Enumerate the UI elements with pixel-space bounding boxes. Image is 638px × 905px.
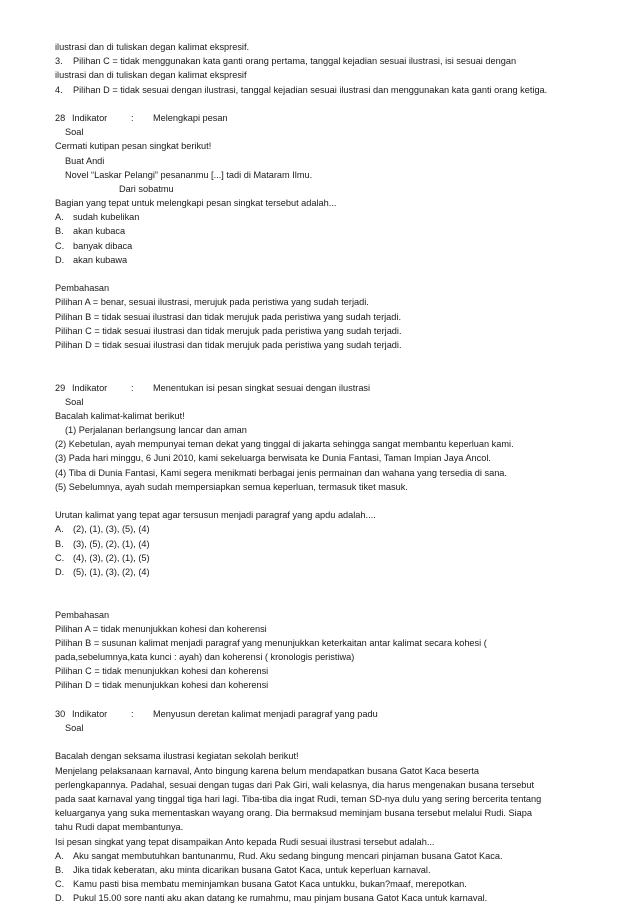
soal-label: Soal bbox=[65, 723, 84, 733]
option-text: Aku sangat membutuhkan bantunanmu, Rud. Aku sedang bingung mencari pinjaman busana Gatot Kaca. bbox=[73, 850, 503, 861]
question-28-header bbox=[55, 111, 600, 125]
option-key: C. bbox=[55, 240, 65, 251]
option-key: A. bbox=[55, 212, 64, 223]
question-number: 30 bbox=[55, 708, 66, 719]
option-text: (4), (3), (2), (1), (5) bbox=[73, 552, 150, 563]
option-text: Pukul 15.00 sore nanti aku akan datang ke rumahmu, mau pinjam busana Gatot Kaca untuk karnaval. bbox=[73, 893, 488, 904]
question-number: 29 bbox=[55, 382, 66, 393]
option-text: Jika tidak keberatan, aku minta dicarikan busana Gatot Kaca, untuk keperluan karnaval. bbox=[73, 864, 431, 875]
option-key: D. bbox=[55, 566, 65, 577]
option-a bbox=[55, 210, 600, 224]
indicator-label: Indikator bbox=[72, 382, 108, 393]
option-text: (3), (5), (2), (1), (4) bbox=[73, 538, 150, 549]
option-c bbox=[55, 551, 600, 565]
sentence-line: (5) Sebelumnya, ayah sudah mempersiapkan semua keperluan, termasuk tiket masuk. bbox=[55, 481, 408, 492]
soal-label: Soal bbox=[65, 396, 84, 407]
list-number: 4. bbox=[55, 84, 63, 95]
option-a bbox=[55, 522, 600, 536]
option-key: B. bbox=[55, 538, 64, 549]
option-b bbox=[55, 863, 600, 877]
option-a bbox=[55, 849, 600, 863]
option-text: banyak dibaca bbox=[73, 240, 133, 251]
pembahasan-line: pada,sebelumnya,kata kunci : ayah) dan koherensi ( kronologis peristiwa) bbox=[55, 652, 355, 663]
option-text: akan kubawa bbox=[73, 254, 128, 265]
story-line: Menjelang pelaksanaan karnaval, Anto bingung karena belum mendapatkan busana Gatot Kaca beserta bbox=[55, 765, 479, 776]
question-30-header bbox=[55, 707, 600, 721]
option-key: A. bbox=[55, 524, 64, 535]
option-text: akan kubaca bbox=[73, 226, 126, 237]
sentence-line: (4) Tiba di Dunia Fantasi, Kami segera menikmati berbagai jenis permainan dan wahana yang tersedia di sana. bbox=[55, 467, 507, 478]
option-text: (2), (1), (3), (5), (4) bbox=[73, 524, 150, 535]
indicator-text: Melengkapi pesan bbox=[153, 112, 228, 123]
option-d bbox=[55, 565, 600, 579]
question-text: Urutan kalimat yang tepat agar tersusun menjadi paragraf yang apdu adalah.... bbox=[55, 510, 376, 521]
story-line: pada saat karnaval yang tinggal tiga hari lagi. Tiba-tiba dia ingat Rudi, teman SD-nya dulu yang sering bercerita tentang bbox=[55, 793, 542, 804]
list-item bbox=[55, 54, 600, 68]
option-key: B. bbox=[55, 864, 64, 875]
question-text: Isi pesan singkat yang tepat disampaikan Anto kepada Rudi sesuai ilustrasi tersebut adalah... bbox=[55, 836, 435, 847]
pembahasan-line: Pilihan D = tidak sesuai ilustrasi dan tidak merujuk pada peristiwa yang sudah terjadi. bbox=[55, 339, 402, 350]
message-line: Novel “Laskar Pelangi” pesananmu [...] tadi di Mataram Ilmu. bbox=[65, 169, 313, 180]
indicator-text: Menyusun deretan kalimat menjadi paragraf yang padu bbox=[153, 708, 378, 719]
sentence-line: (1) Perjalanan berlangsung lancar dan aman bbox=[65, 425, 247, 436]
option-key: A. bbox=[55, 850, 64, 861]
instruction: Bacalah dengan seksama ilustrasi kegiatan sekolah berikut! bbox=[55, 751, 299, 762]
message-line: Dari sobatmu bbox=[119, 183, 174, 194]
indicator-text: Menentukan isi pesan singkat sesuai dengan ilustrasi bbox=[153, 382, 371, 393]
option-b bbox=[55, 224, 600, 238]
indicator-label: Indikator bbox=[72, 112, 108, 123]
indicator-colon: : bbox=[131, 112, 134, 123]
list-text: Pilihan C = tidak menggunakan kata ganti orang pertama, tanggal kejadian sesuai ilustrasi, isi sesuai dengan bbox=[73, 56, 517, 67]
option-key: D. bbox=[55, 893, 65, 904]
list-text: Pilihan D = tidak sesuai dengan ilustrasi, tanggal kejadian sesuai ilustrasi dan menggunakan kata ganti orang ketiga. bbox=[73, 84, 548, 95]
pembahasan-line: Pilihan A = benar, sesuai ilustrasi, merujuk pada peristiwa yang sudah terjadi. bbox=[55, 297, 369, 308]
option-key: C. bbox=[55, 552, 65, 563]
option-key: B. bbox=[55, 226, 64, 237]
pembahasan-line: Pilihan C = tidak menunjukkan kohesi dan koherensi bbox=[55, 666, 269, 677]
pembahasan-line: Pilihan B = tidak sesuai ilustrasi dan tidak merujuk pada peristiwa yang sudah terjadi. bbox=[55, 311, 401, 322]
pembahasan-line: Pilihan B = susunan kalimat menjadi paragraf yang menunjukkan keterkaitan antar kalimat secara kohesi ( bbox=[55, 637, 487, 648]
option-d bbox=[55, 253, 600, 267]
option-text: (5), (1), (3), (2), (4) bbox=[73, 566, 150, 577]
option-key: D. bbox=[55, 254, 65, 265]
sentence-line: (3) Pada hari minggu, 6 Juni 2010, kami sekeluarga berwisata ke Dunia Fantasi, Taman Impian Jaya Ancol. bbox=[55, 453, 491, 464]
message-line: Buat Andi bbox=[65, 155, 105, 166]
instruction: Cermati kutipan pesan singkat berikut! bbox=[55, 141, 212, 152]
option-b bbox=[55, 537, 600, 551]
indicator-colon: : bbox=[131, 382, 134, 393]
question-number: 28 bbox=[55, 112, 66, 123]
story-line: perlengkapannya. Padahal, sesuai dengan tugas dari Pak Giri, wali kelasnya, dia harus mengenakan busana tersebut bbox=[55, 779, 535, 790]
indicator-label: Indikator bbox=[72, 708, 108, 719]
text-line: ilustrasi dan di tuliskan degan kalimat ekspresif. bbox=[55, 42, 250, 52]
option-text: Kamu pasti bisa membatu meminjamkan busana Gatot Kaca untukku, bukan?maaf, merepotkan. bbox=[73, 879, 467, 890]
pembahasan-line: Pilihan A = tidak menunjukkan kohesi dan koherensi bbox=[55, 623, 267, 634]
question-text: Bagian yang tepat untuk melengkapi pesan singkat tersebut adalah... bbox=[55, 198, 337, 209]
option-c bbox=[55, 239, 600, 253]
pembahasan-title: Pembahasan bbox=[55, 283, 110, 294]
story-line: tahu Rudi dapat membantunya. bbox=[55, 822, 184, 833]
list-number: 3. bbox=[55, 56, 63, 67]
list-item bbox=[55, 83, 600, 97]
question-29-header bbox=[55, 381, 600, 395]
option-key: C. bbox=[55, 879, 65, 890]
option-c bbox=[55, 877, 600, 891]
document-page bbox=[55, 40, 600, 905]
soal-label: Soal bbox=[65, 127, 84, 138]
text-line: ilustrasi dan di tuliskan degan kalimat ekspresif bbox=[55, 70, 247, 81]
pembahasan-line: Pilihan C = tidak sesuai ilustrasi dan tidak merujuk pada peristiwa yang sudah terjadi. bbox=[55, 325, 402, 336]
option-text: sudah kubelikan bbox=[73, 212, 140, 223]
story-line: keluarganya yang suka mementaskan wayang orang. Dia bermaksud meminjam busana tersebut melalui Rudi. Siapa bbox=[55, 808, 532, 819]
pembahasan-line: Pilihan D = tidak menunjukkan kohesi dan koherensi bbox=[55, 680, 269, 691]
pembahasan-title: Pembahasan bbox=[55, 609, 110, 620]
sentence-line: (2) Kebetulan, ayah mempunyai teman dekat yang tinggal di jakarta sehingga sangat membantu keperluan kami. bbox=[55, 439, 514, 450]
indicator-colon: : bbox=[131, 708, 134, 719]
instruction: Bacalah kalimat-kalimat berikut! bbox=[55, 410, 185, 421]
